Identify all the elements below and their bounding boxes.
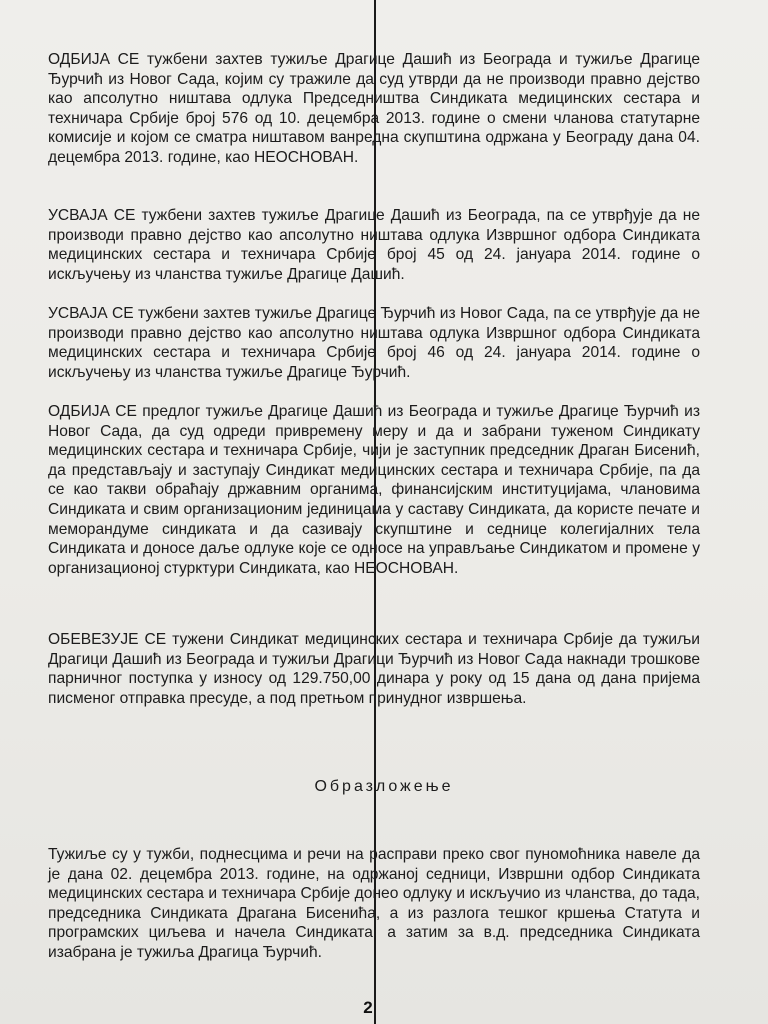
section-heading: Образложење — [314, 778, 454, 795]
page-number: 2 — [363, 998, 373, 1017]
verdict-paragraph-2 — [48, 206, 700, 284]
verdict-text: тужбени захтев тужиље Драгице Ђурчић из Новог Сада, па се утврђује да не производи правно дејство као апсолутно ништава одлука Извршног одбора Синдиката медицинских сестара и техничара Србије број 46 од 24. јануара 2014. године о искључењу из чланства тужиље Драгице Ђурчић. — [48, 305, 700, 381]
verdict-paragraph-1 — [48, 50, 700, 168]
verdict-lead: ОДБИЈА СЕ — [48, 403, 137, 420]
verdict-lead: УСВАЈА СЕ — [48, 207, 136, 224]
verdict-text: предлог тужиље Драгице Дашић из Београда и тужиље Драгице Ђурчић из Новог Сада, да суд одреди привремену меру и да и забрани туженом Синдикату медицинских сестара и техничара Србије, чији је заступник председник Драган Бисенић, да представљају и заступају Синдикат медицинских сестара и техничара Србије, па да се као такви обраћају државним органима, финансијским институцијама, члановима Синдиката и свим организационим јединицама у саставу Синдиката, да користе печате и меморандуме синдиката и да сазивају скупштине и седнице колегијалних тела Синдиката и доносе даље одлуке које се односе на управљање Синдикатом и промене у организационој стурктури Синдиката, као НЕОСНОВАН. — [48, 403, 700, 577]
verdict-lead: УСВАЈА СЕ — [48, 305, 134, 322]
verdict-text: тужени Синдикат медицинских сестара и техничара Србије да тужиљи Драгици Дашић из Београда и тужиљи Драгици Ђурчић из Новог Сада накнади трошкове парничног поступка у износу од 129.750,00 динара у року од 15 дана од дана пријема писменог отправка пресуде, а под претњом принудног извршења. — [48, 631, 700, 707]
verdict-lead: ОБЕВЕЗУЈЕ СЕ — [48, 631, 167, 648]
verdict-paragraph-4 — [48, 402, 700, 578]
verdict-text: тужбени захтев тужиље Драгице Дашић из Београда и тужиље Драгице Ђурчић из Новог Сада, којим су тражиле да суд утврди да не производи правно дејство као апсолутно ништава одлука Председништва Синдиката медицинских сестара и техничара Србије број 576 од 10. децембра 2013. године о смени чланова статутарне комисије и којом се сматра ништавом ванредна скупштина одржана у Београду дана 04. децембра 2013. године, као НЕОСНОВАН. — [48, 51, 701, 166]
verdict-paragraph-3 — [48, 304, 700, 382]
verdict-paragraph-5 — [48, 630, 700, 708]
reasoning-paragraph: Тужиље су у тужби, поднесцима и речи на расправи преко свог пуномоћника навеле да је дана 02. децембра 2013. године, на одржаној седници, Извршни одбор Синдиката медицинских сестара и техничара Србије донео одлуку и искључио из чланства, до тада, председника Синдиката Драгана Бисенића, а из разлога тешког кршења Статута и програмских циљева и начела Синдиката, а затим за в.д. председника Синдиката изабрана је тужиља Драгица Ђурчић. — [48, 846, 700, 961]
verdict-text: тужбени захтев тужиље Драгице Дашић из Београда, па се утврђује да не производи правно дејство као апсолутно ништава одлука Извршног одбора Синдиката медицинских сестара и техничара Србије број 45 од 24. јануара 2014. године о искључењу из чланства тужиље Драгице Дашић. — [48, 207, 700, 283]
verdict-lead: ОДБИЈА СЕ — [48, 51, 140, 68]
